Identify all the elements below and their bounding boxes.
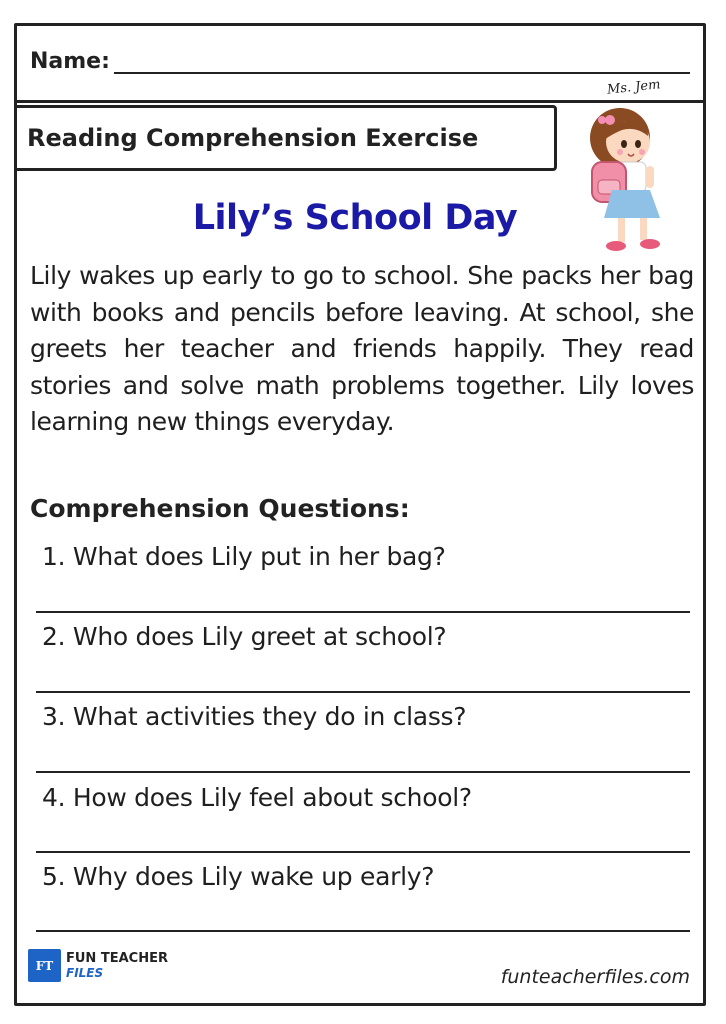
exercise-title-box — [17, 105, 557, 171]
brand-logo — [28, 949, 168, 982]
story-passage: Lily wakes up early to go to school. She packs her bag with books and pencils before leaving. At school, she greets her teacher and friends happily. They read stories and solve math problems together. Lily loves learning new things everyday. — [30, 261, 694, 437]
question-1: 1. What does Lily put in her bag? — [42, 542, 446, 571]
brand-line-1: FUN TEACHER — [66, 950, 168, 966]
answer-line-2[interactable] — [36, 691, 690, 693]
brand-line-2: FILES — [66, 965, 104, 980]
answer-line-1[interactable] — [36, 611, 690, 613]
signature: Ms. Jem — [606, 77, 662, 98]
questions-heading: Comprehension Questions: — [30, 494, 410, 523]
name-label: Name: — [30, 49, 110, 74]
question-2: 2. Who does Lily greet at school? — [42, 622, 447, 651]
answer-line-3[interactable] — [36, 771, 690, 773]
name-row — [30, 44, 690, 74]
answer-line-5[interactable] — [36, 930, 690, 932]
question-3: 3. What activities they do in class? — [42, 702, 467, 731]
answer-line-4[interactable] — [36, 851, 690, 853]
exercise-title: Reading Comprehension Exercise — [27, 124, 479, 152]
brand-text — [66, 951, 168, 981]
schoolgirl-illustration — [578, 100, 688, 260]
website-url[interactable]: funteacherfiles.com — [500, 966, 690, 988]
question-4: 4. How does Lily feel about school? — [42, 783, 472, 812]
story-title: Lily’s School Day — [192, 198, 518, 238]
brand-icon: FT — [28, 949, 61, 982]
name-blank-line — [114, 52, 690, 74]
question-5: 5. Why does Lily wake up early? — [42, 862, 435, 891]
